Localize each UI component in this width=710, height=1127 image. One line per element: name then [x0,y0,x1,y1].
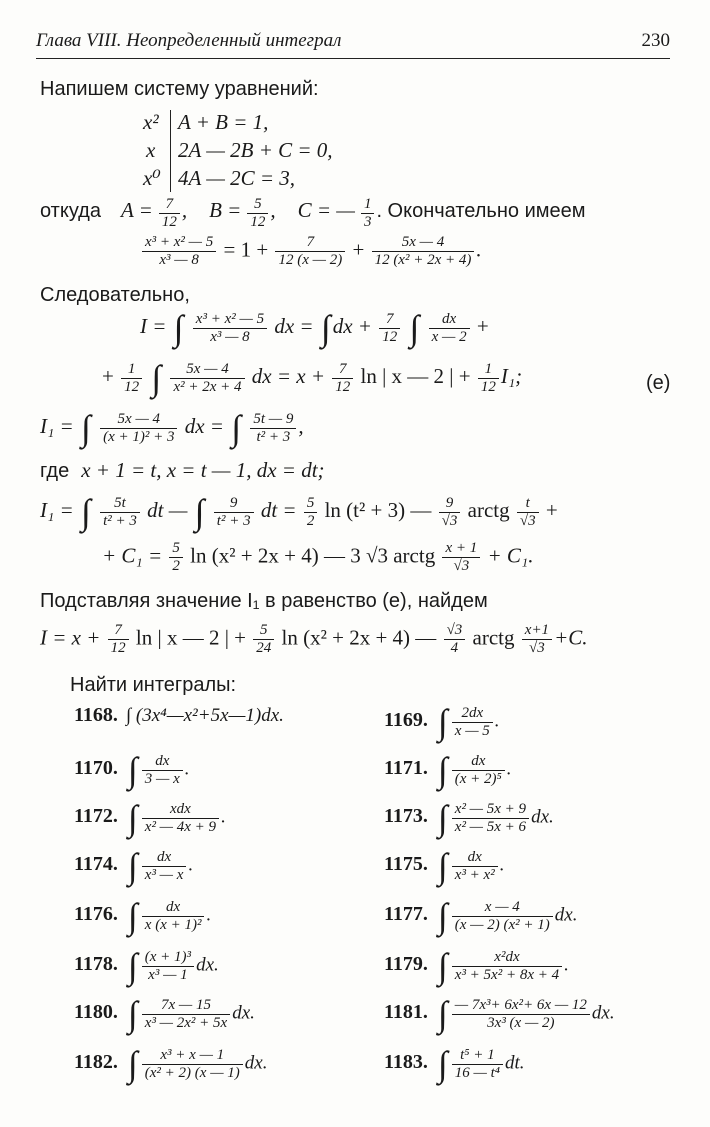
decomposition-line [140,234,482,269]
exercise-suffix: dx. [244,1052,268,1074]
exercise-fraction: $\frac{\text{(x + 1)³}}{\text{x³ — 1}}$ [142,949,194,984]
substitution-text: x + 1 = t, x = t — 1, dx = dt; [81,458,325,482]
f-end: +C. [554,625,588,650]
exercise-item [74,996,255,1032]
intro-text: Напишем систему уравнений: [40,78,319,100]
exercise-item [74,898,211,934]
f-f4-fraction: $\frac{x+1}{√3}$ [522,622,552,657]
exercise-item [384,800,554,836]
exercise-item [384,948,569,984]
substituting-text: Подставляя значение I₁ в равенство (e), найдем [40,590,488,612]
exercise-item [74,704,284,727]
exercise-number: 1170. [74,757,118,780]
integral-sign: ∫ [127,946,138,986]
dec-eq: = 1 + [223,237,269,262]
sys-label-2: x [146,138,156,162]
exercise-suffix: . [206,904,212,926]
c-fraction: $\frac{1}{3}$ [361,196,375,231]
integral-sign: ∫ [127,846,138,886]
l-f2-fraction: $\frac{x + 1}{√3}$ [442,540,480,575]
exercise-suffix: dx. [554,904,578,926]
i2-f7-fraction: $\frac{7}{12}$ [332,361,353,396]
exercise-number: 1178. [74,953,118,976]
k-f3-fraction: $\frac{5}{2}$ [304,495,318,530]
b-eq: B = [209,198,242,223]
k-f1-fraction: $\frac{5t}{\text{t² + 3}}$ [100,495,140,530]
exercise-number: 1180. [74,1001,118,1024]
exercise-item [384,752,512,788]
sys-label-3: x⁰ [143,166,161,190]
integral-sign: ∫ [127,1044,138,1084]
exercise-suffix: dx. [591,1002,615,1024]
integral-sign: ∫ [194,492,205,532]
therefore-text: Следовательно, [40,284,190,306]
find-integrals-heading: Найти интегралы: [70,674,237,696]
k-dt: dt — [147,497,188,522]
f-arctg: arctg [472,625,515,650]
dec-plus: + [352,237,365,262]
exercise-fraction: $\frac{\text{t⁵ + 1}}{\text{16 — t⁴}}$ [452,1047,503,1082]
exercise-expression: ∫ (3x⁴—x²+5x—1)dx. [125,705,284,726]
sys-eq-3: 4A — 2C = 3, [178,166,296,190]
l-ln: ln (x² + 2x + 4) — 3 √3 arctg [190,543,436,568]
k-f2-fraction: $\frac{9}{\text{t² + 3}}$ [214,495,254,530]
integral-sign: ∫ [437,846,448,886]
l-end: + C₁. [487,543,534,568]
exercise-number: 1169. [384,709,428,732]
integral-sign: ∫ [437,1044,448,1084]
exercise-fraction: $\frac{\text{— 7x³+ 6x²+ 6x — 12}}{\text{3x³ (x — 2)}}$ [452,997,590,1032]
exercise-suffix: dx. [531,806,554,828]
exercise-item [384,1046,525,1082]
exercise-number: 1175. [384,853,428,876]
b-fraction: $\frac{5}{12}$ [247,196,268,231]
i1-end: + [476,313,489,338]
l-f1-fraction: $\frac{5}{2}$ [169,540,183,575]
substitution-line [40,458,325,483]
k-arctg: arctg [467,497,510,522]
integral-line-1 [140,310,489,346]
k-f5-fraction: $\frac{t}{√3}$ [517,495,539,530]
exercise-item [384,848,504,884]
exercise-number: 1183. [384,1051,428,1074]
dec-end: . [476,237,482,262]
j-mid: dx = [184,413,224,438]
exercise-item [74,800,226,836]
i2-fh-fraction: $\frac{1}{12}$ [478,361,499,396]
f-lhs: I = x + [40,625,101,650]
integral-sign: ∫ [127,994,138,1034]
i1-solution-line-1 [40,494,558,530]
exercise-suffix: dt. [505,1052,525,1074]
exercise-fraction: $\frac{7x — 15}{\text{x³ — 2x² + 5x}}$ [142,997,230,1032]
integral-sign: ∫ [320,308,331,348]
integral-sign: ∫ [151,358,162,398]
k-lhs: I₁ = [40,497,74,522]
integral-sign: ∫ [437,798,448,838]
exercise-fraction: $\frac{x — 4}{\text{(x — 2) (x² + 1)}}$ [452,899,553,934]
sys-eq-2: 2A — 2B + C = 0, [178,138,333,162]
i1-definition-line [40,410,304,446]
i1-dx: dx + [332,313,372,338]
system-bar [170,110,171,192]
exercise-suffix: dx. [196,954,219,976]
exercise-item [74,1046,267,1082]
exercise-item [384,898,577,934]
exercise-number: 1182. [74,1051,118,1074]
k-f4-fraction: $\frac{9}{√3}$ [439,495,461,530]
page-number: 230 [641,30,670,51]
i1-mid: dx = [274,313,314,338]
exercise-fraction: $\frac{dx}{\text{x³ — x}}$ [142,849,187,884]
exercise-fraction: $\frac{2dx}{x — 5}$ [452,705,493,740]
exercise-suffix: . [499,854,505,876]
exercise-number: 1174. [74,853,118,876]
where-text: где [40,460,70,482]
f-ln2: ln (x² + 2x + 4) — [281,625,437,650]
exercise-suffix: dx. [232,1002,255,1024]
exercise-number: 1168. [74,704,118,726]
integral-sign: ∫ [80,408,91,448]
integral-sign: ∫ [437,946,448,986]
i2-plus: + [102,363,114,388]
integral-sign: ∫ [437,750,448,790]
f-ln: ln | x — 2 | + [135,625,246,650]
exercise-fraction: xdx x² — 4x + 9 [142,801,219,836]
i2-ln: ln | x — 2 | + [360,363,471,388]
integral-sign: ∫ [437,702,448,742]
sys-label-1: x² [143,110,159,134]
exercise-fraction: $\frac{dx}{3 — x}$ [142,753,183,788]
dec-lhs-fraction: $\frac{\text{x³ + x² — 5}}{\text{x³ — 8}}$ [142,234,216,269]
exercise-number: 1173. [384,805,428,828]
integral-sign: ∫ [127,798,138,838]
j-fraction-2: $\frac{5t — 9}{\text{t² + 3}}$ [250,411,296,446]
dec-f2-fraction: $\frac{5x — 4}{\text{12 (x² + 2x + 4)}}$ [372,234,475,269]
exercise-number: 1177. [384,903,428,926]
chapter-header: Глава VIII. Неопределенный интеграл [36,30,342,51]
exercise-fraction: $\frac{dx}{\text{x (x + 1)²}}$ [142,899,205,934]
j-end: , [298,413,304,438]
exercise-item [74,848,193,884]
integral-sign: ∫ [127,896,138,936]
exercise-fraction: $\frac{\text{x² — 5x + 9}}{\text{x² — 5x + 6}}$ [452,801,529,836]
f-f2-fraction: $\frac{5}{24}$ [253,622,274,657]
c-eq: C = — [297,198,355,223]
exercise-item [74,948,219,984]
integral-line-2 [102,360,522,396]
k-end: + [545,497,558,522]
exercise-number: 1181. [384,1001,428,1024]
sys-eq-1: A + B = 1, [178,110,269,134]
exercise-item [384,704,500,740]
i2-mid: dx = x + [251,363,326,388]
exercise-suffix: . [506,758,512,780]
integral-sign: ∫ [173,308,184,348]
integral-sign: ∫ [437,896,448,936]
f-f1-fraction: $\frac{7}{12}$ [108,622,129,657]
i1-fdx-fraction: $\frac{dx}{x — 2}$ [429,311,470,346]
a-eq: A = [120,198,153,223]
integral-sign: ∫ [437,994,448,1034]
j-fraction: $\frac{5x — 4}{\text{(x + 1)² + 3}}$ [100,411,177,446]
i2-int-fraction: $\frac{5x — 4}{\text{x² + 2x + 4}}$ [170,361,244,396]
exercise-suffix: . [184,758,190,780]
coefficients-line: откуда A = $\frac{7}{12}$ , B = $\frac{5}{12}$ , C = — $\frac{1}{3}$ . Окончательно имеем [40,196,586,230]
exercise-number: 1172. [74,805,118,828]
equation-tag: (e) [646,372,671,394]
i-lhs: I = [140,313,167,338]
exercise-number: 1171. [384,757,428,780]
header-rule [36,58,670,59]
i2-i1: I₁; [500,363,523,388]
a-fraction: $\frac{7}{12}$ [159,196,180,231]
exercise-suffix: . [221,806,226,828]
k-dt2: dt = [260,497,297,522]
exercise-number: 1176. [74,903,118,926]
exercise-item [384,996,615,1032]
exercise-number: 1179. [384,953,428,976]
integral-sign: ∫ [80,492,91,532]
integral-sign: ∫ [231,408,242,448]
dec-f1-fraction: $\frac{7}{12 (x — 2)}$ [275,234,345,269]
f-f3-fraction: $\frac{√3}{4}$ [444,622,466,657]
k-ln: ln (t² + 3) — [324,497,432,522]
exercise-suffix: . [564,954,569,976]
j-lhs: I₁ = [40,413,74,438]
exercise-fraction: $\frac{\text{x³ + x — 1}}{\text{(x² + 2) (x — 1)}}$ [142,1047,243,1082]
l-start: + C₁ = [102,543,163,568]
integral-sign: ∫ [127,750,138,790]
final-result-line [40,622,588,657]
exercise-item [74,752,190,788]
finally-text: . Окончательно имеем [376,200,586,223]
integral-sign: ∫ [409,308,420,348]
i1-fraction: $\frac{\text{x³ + x² — 5}}{\text{x³ — 8}}$ [193,311,267,346]
whence-text: откуда [40,200,101,223]
exercise-suffix: . [494,710,500,732]
exercise-fraction: $\frac{dx}{\text{x³ + x²}}$ [452,849,498,884]
i1-f7-fraction: $\frac{7}{12}$ [379,311,400,346]
exercise-fraction: $\frac{\text{x²dx}}{\text{x³ + 5x² + 8x + 4}}$ [452,949,562,984]
i2-f1-fraction: $\frac{1}{12}$ [121,361,142,396]
exercise-fraction: $\frac{dx}{\text{(x + 2)⁵}}$ [452,753,505,788]
exercise-suffix: . [188,854,194,876]
i1-solution-line-2 [102,540,533,575]
